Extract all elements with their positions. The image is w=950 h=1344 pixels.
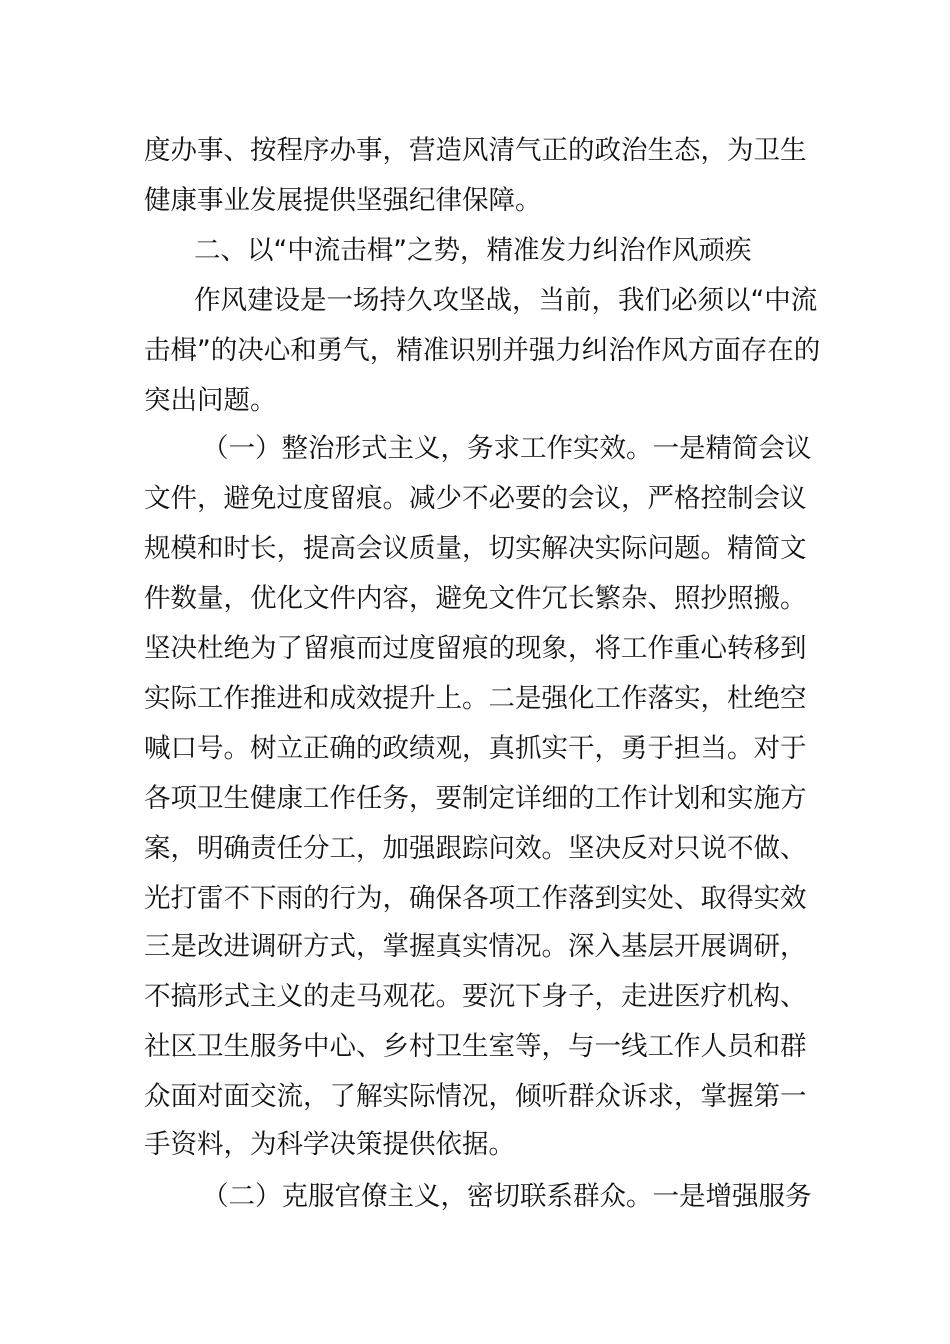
paragraph-line: 实际工作推进和成效提升上。二是强化工作落实，杜绝空 [144,683,807,714]
paragraph-line: 作风建设是一场持久攻坚战，当前，我们必须以“中流 [194,285,818,316]
paragraph-line: 件数量，优化文件内容，避免文件冗长繁杂、照抄照搬。 [144,583,807,614]
paragraph-line: 各项卫生健康工作任务，要制定详细的工作计划和实施方 [144,783,807,814]
paragraph-line: 不搞形式主义的走马观花。要沉下身子，走进医疗机构、 [144,981,807,1012]
paragraph-line: 击楫”的决心和勇气，精准识别并强力纠治作风方面存在的 [144,335,821,366]
subsection-heading-line: （二）克服官僚主义，密切联系群众。一是增强服务 [202,1181,812,1212]
paragraph-line: 健康事业发展提供坚强纪律保障。 [144,185,542,216]
paragraph-line: 众面对面交流，了解实际情况，倾听群众诉求，掌握第一 [144,1081,807,1112]
section-heading: 二、以“中流击楫”之势，精准发力纠治作风顽疾 [194,235,752,266]
paragraph-line: 喊口号。树立正确的政绩观，真抓实干，勇于担当。对于 [144,733,807,764]
paragraph-line: 规模和时长，提高会议质量，切实解决实际问题。精简文 [144,533,807,564]
paragraph-line: 文件，避免过度留痕。减少不必要的会议，严格控制会议 [144,483,807,514]
paragraph-line: 坚决杜绝为了留痕而过度留痕的现象，将工作重心转移到 [144,633,807,664]
paragraph-line: 三是改进调研方式，掌握真实情况。深入基层开展调研， [144,931,807,962]
paragraph-line: 手资料，为科学决策提供依据。 [144,1129,515,1160]
paragraph-line: 社区卫生服务中心、乡村卫生室等，与一线工作人员和群 [144,1031,807,1062]
paragraph-line: 突出问题。 [144,385,277,416]
subsection-heading-line: （一）整治形式主义，务求工作实效。一是精简会议 [202,433,812,464]
paragraph-line: 光打雷不下雨的行为，确保各项工作落到实处、取得实效 [144,883,807,914]
paragraph-line: 案，明确责任分工，加强跟踪问效。坚决反对只说不做、 [144,833,807,864]
paragraph-line: 度办事、按程序办事，营造风清气正的政治生态，为卫生 [144,135,807,166]
